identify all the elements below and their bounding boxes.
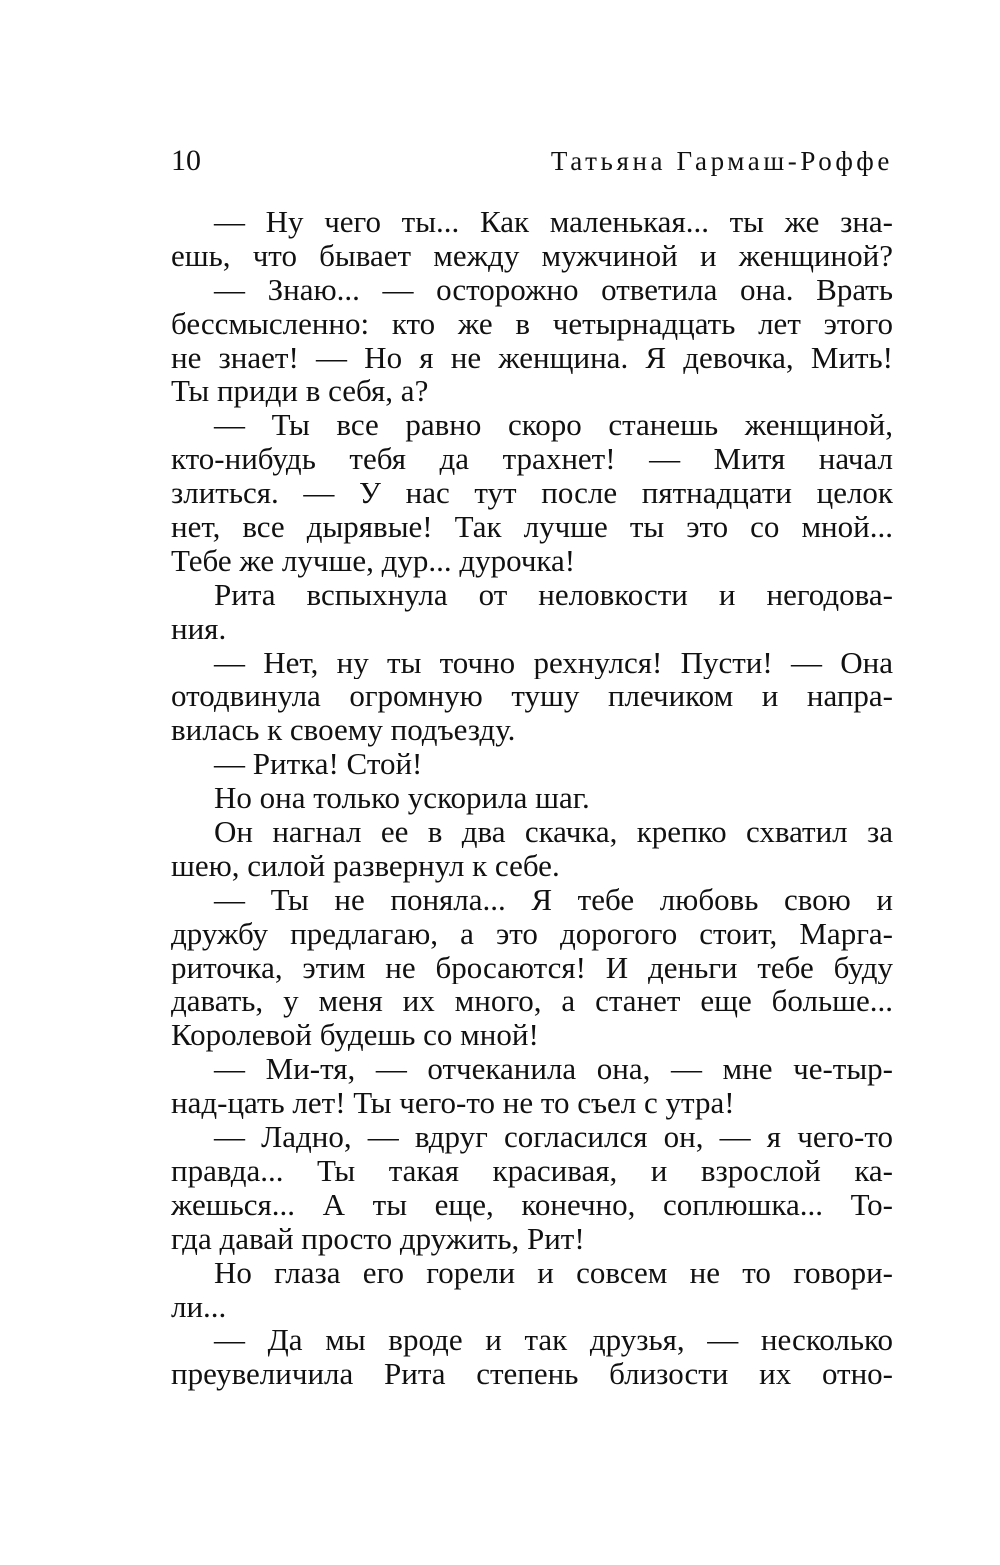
text-line: Он нагнал ее в два скачка, крепко схватил за (214, 815, 893, 849)
text-line: шею, силой развернул к себе. (171, 848, 560, 883)
text-line: ли... (171, 1289, 227, 1324)
text-line: — Нет, ну ты точно рехнулся! Пусти! — Она (214, 645, 893, 680)
running-title: Татьяна Гармаш-Роффе (550, 146, 893, 176)
text-line: вилась к своему подъезду. (171, 713, 516, 748)
text-line: — Ну чего ты... Как маленькая... ты же зна- (214, 205, 893, 239)
text-line: кто-нибудь тебя да трахнет! — Митя начал (171, 442, 893, 477)
text-line: ешь, что бывает между мужчиной и женщиной? (171, 238, 893, 273)
text-line: отодвинула огромную тушу плечиком и напра- (171, 679, 893, 714)
text-line: — Ритка! Стой! (214, 747, 423, 782)
text-line: гда давай просто дружить, Рит! (171, 1221, 585, 1256)
text-line: ния. (171, 611, 227, 646)
body-text (171, 205, 893, 1391)
text-line: Но глаза его горели и совсем не то говори- (214, 1255, 893, 1290)
text-line: Королевой будешь со мной! (171, 1018, 539, 1053)
text-line: Рита вспыхнула от неловкости и негодова- (214, 577, 893, 612)
text-line: Тебе же лучше, дур... дурочка! (171, 543, 576, 578)
page-header (171, 143, 893, 183)
text-line: — Ты все равно скоро станешь женщиной, (214, 408, 893, 443)
text-line: жешься... А ты еще, конечно, соплюшка... То- (171, 1187, 893, 1222)
text-line: правда... Ты такая красивая, и взрослой ка- (171, 1153, 893, 1188)
page-number: 10 (171, 144, 201, 177)
text-line: — Ты не поняла... Я тебе любовь свою и (214, 882, 893, 917)
text-line: — Ладно, — вдруг согласился он, — я чего-то (214, 1120, 893, 1154)
text-line: не знает! — Но я не женщина. Я девочка, Мить! (171, 340, 893, 375)
text-line: нет, все дырявые! Так лучше ты это со мной... (171, 510, 893, 544)
text-line: — Да мы вроде и так друзья, — несколько (214, 1323, 893, 1358)
text-line: — Ми-тя, — отчеканила она, — мне че-тыр- (214, 1052, 893, 1087)
text-line: дружбу предлагаю, а это дорогого стоит, Марга- (171, 916, 893, 951)
text-line: риточка, этим не бросаются! И деньги тебе буду (171, 950, 893, 985)
text-line: бессмысленно: кто же в четырнадцать лет этого (171, 306, 893, 341)
text-line: Ты приди в себя, а? (171, 374, 429, 409)
text-line: — Знаю... — осторожно ответила она. Врать (214, 272, 893, 307)
text-line: преувеличила Рита степень близости их отно- (171, 1357, 893, 1392)
text-line: Но она только ускорила шаг. (214, 781, 590, 816)
text-line: над-цать лет! Ты чего-то не то съел с утра! (171, 1086, 735, 1121)
text-line: злиться. — У нас тут после пятнадцати целок (171, 476, 893, 511)
text-line: давать, у меня их много, а станет еще больше... (171, 984, 893, 1019)
